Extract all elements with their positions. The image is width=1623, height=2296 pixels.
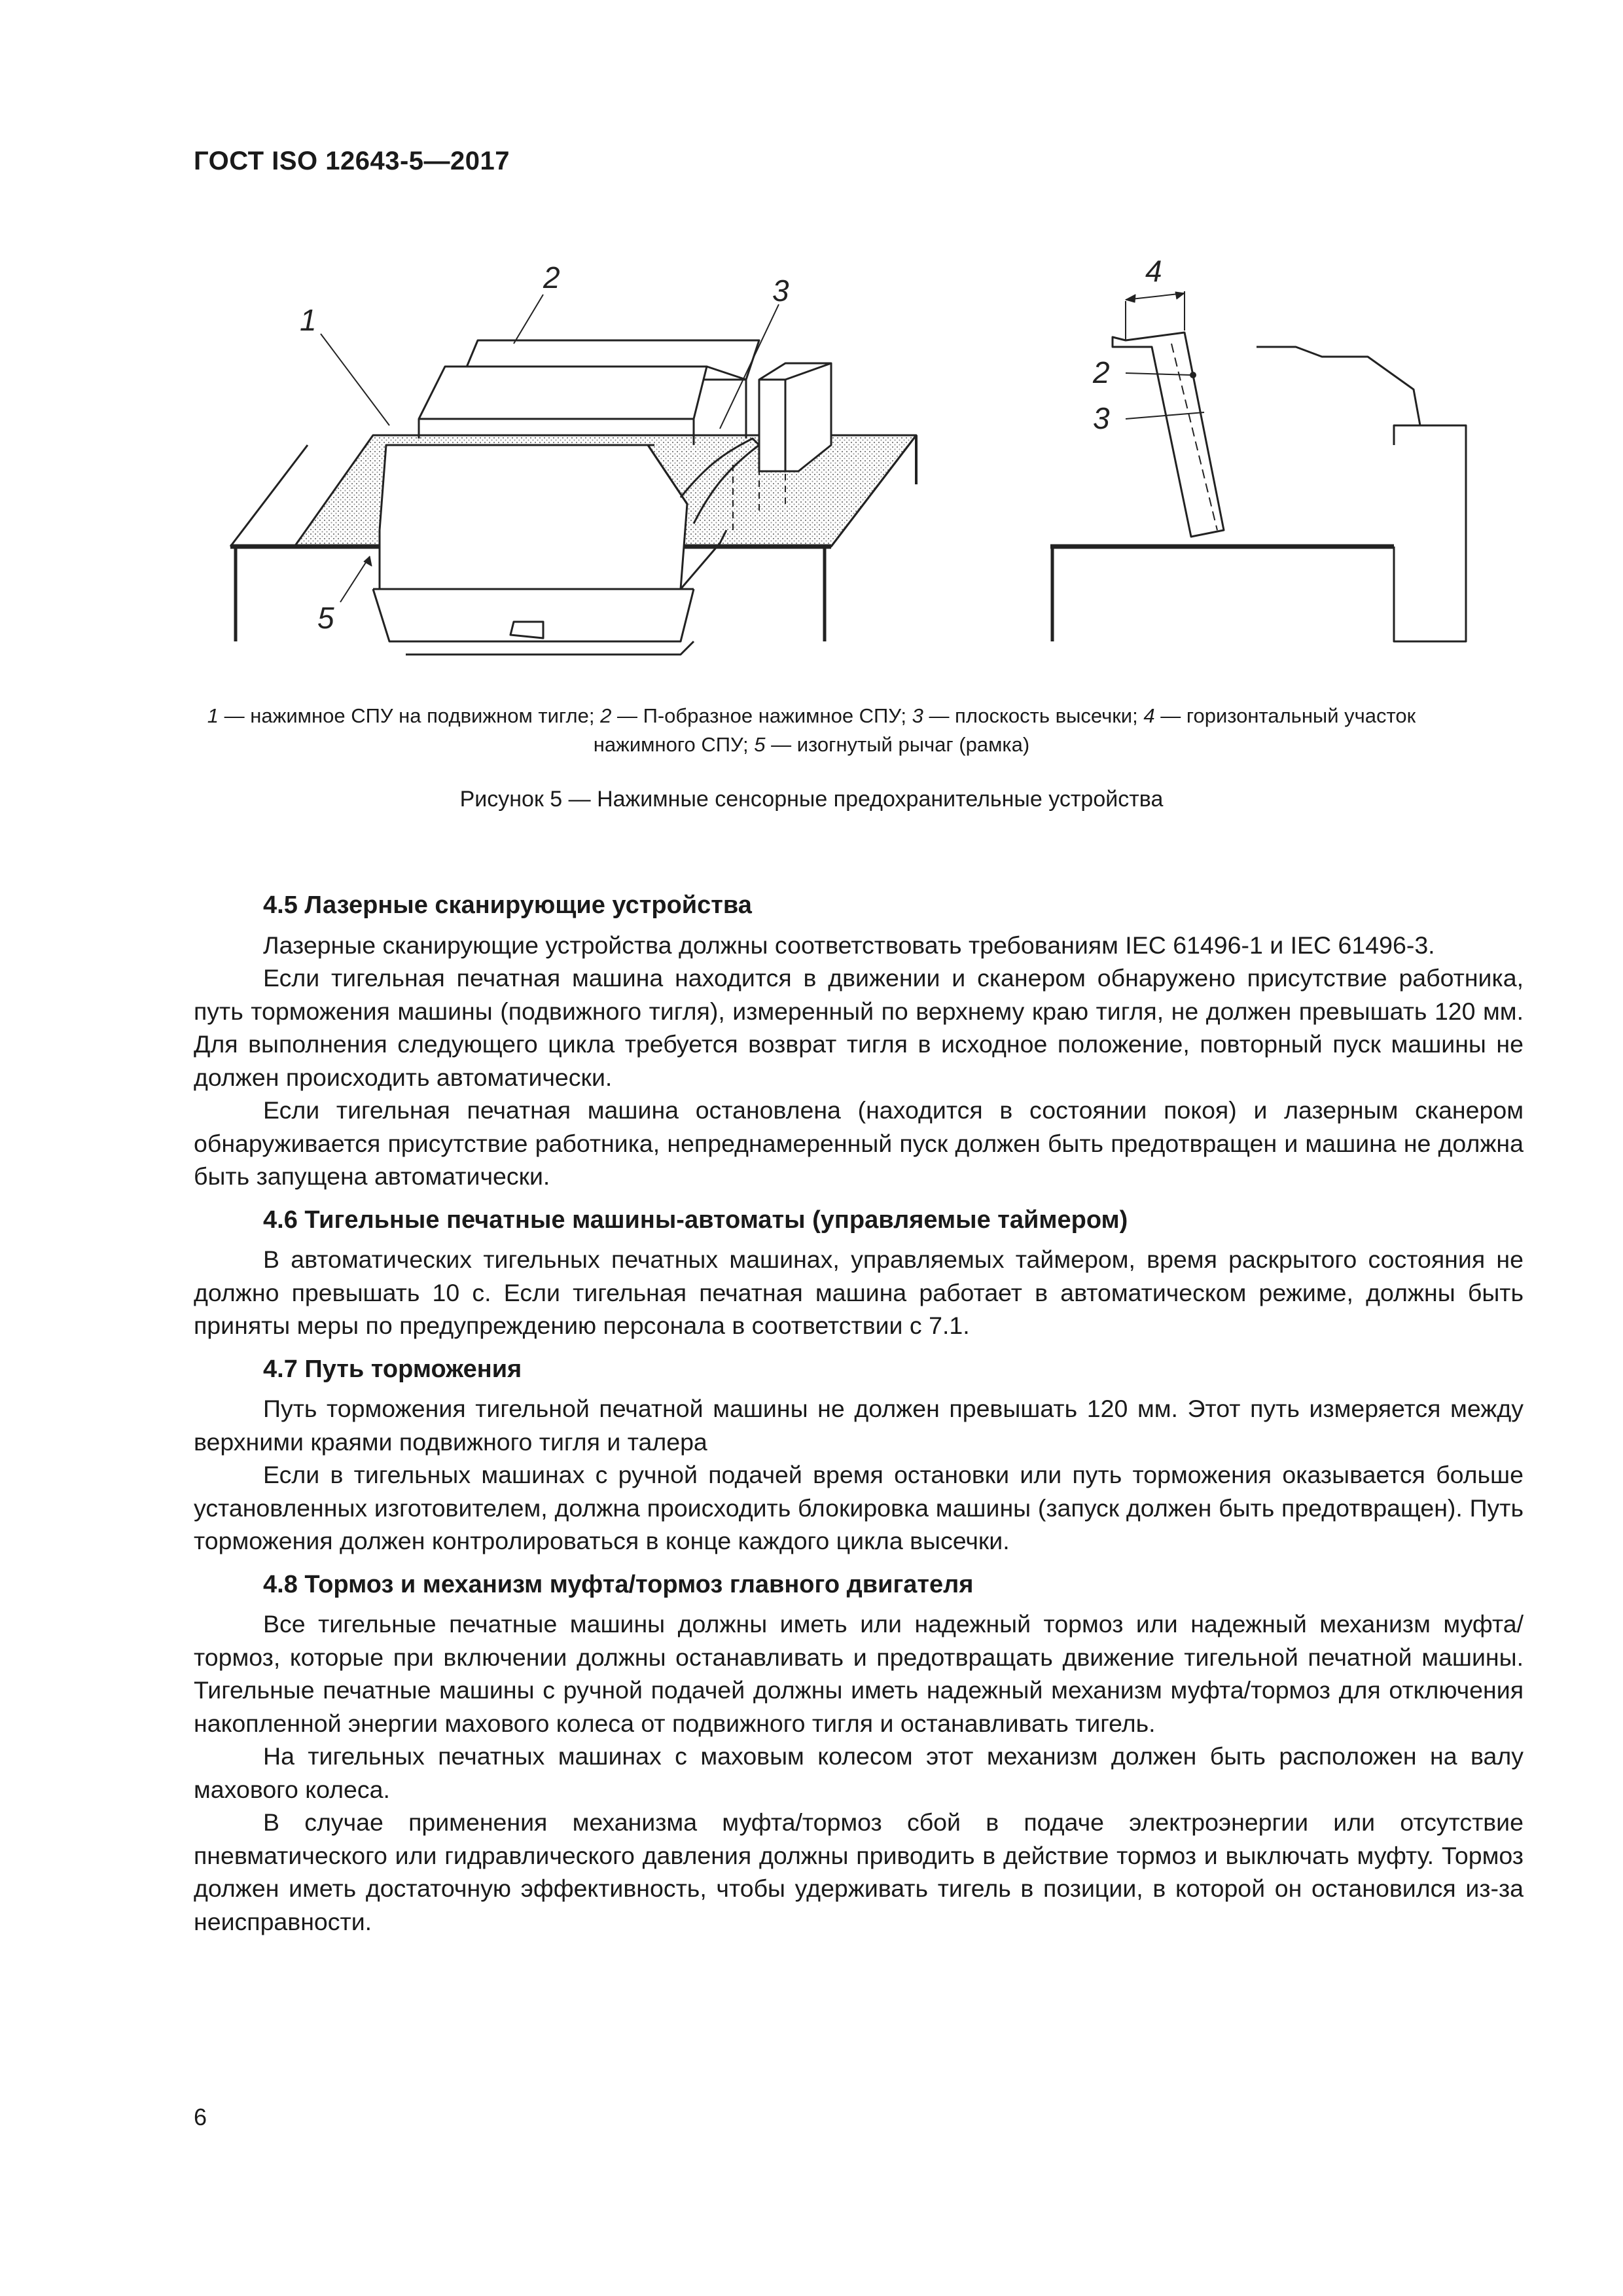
- figure-caption: Рисунок 5 — Нажимные сенсорные предохранительные устройства: [459, 787, 1164, 812]
- figure-legend: [194, 702, 1429, 759]
- paragraph: Лазерные сканирующие устройства должны соответствовать требованиям IEC 61496-1 и IEC 61496-3.: [263, 931, 1435, 959]
- legend-num-2: 2: [600, 704, 612, 727]
- legend-text-4: — горизонтальный участок нажимного СПУ;: [593, 704, 1416, 756]
- section-heading-4-7: 4.7 Путь торможения: [263, 1355, 522, 1383]
- section-heading-4-8: 4.8 Тормоз и механизм муфта/тормоз главного двигателя: [263, 1570, 974, 1598]
- section-heading-4-6: 4.6 Тигельные печатные машины-автоматы (управляемые таймером): [263, 1206, 1128, 1234]
- legend-text-1: — нажимное СПУ на подвижном тигле;: [219, 704, 601, 727]
- technical-drawing: [223, 249, 1479, 681]
- legend-text-3: — плоскость высечки;: [923, 704, 1144, 727]
- paragraph: Путь торможения тигельной печатной машины не должен превышать 120 мм. Этот путь измеряется между верхними краями подвижного тигля и талера: [194, 1395, 1524, 1456]
- legend-text-5: — изогнутый рычаг (рамка): [765, 733, 1030, 756]
- document-body: [194, 889, 1524, 1938]
- legend-num-5: 5: [754, 733, 766, 756]
- callout-3: 3: [772, 274, 789, 308]
- paragraph: Если тигельная печатная машина остановлена (находится в состоянии покоя) и лазерным сканером обнаруживается присутствие работника, непреднамеренный пуск должен быть предотвращен и машина не должна быть запущена автоматически.: [194, 1096, 1524, 1190]
- section-heading-4-5: 4.5 Лазерные сканирующие устройства: [263, 891, 752, 919]
- legend-text-2: — П-образное нажимное СПУ;: [611, 704, 912, 727]
- figure-pressure-sensing-devices: [223, 249, 1479, 681]
- paragraph: На тигельных печатных машинах с маховым колесом этот механизм должен быть расположен на валу махового колеса.: [194, 1742, 1524, 1803]
- paragraph: В автоматических тигельных печатных машинах, управляемых таймером, время раскрытого состояния не должно превышать 10 с. Если тигельная печатная машина работает в автоматическом режиме, должны быть приняты меры по предупреждению персонала в соответствии с 7.1.: [194, 1246, 1524, 1339]
- legend-num-1: 1: [207, 704, 219, 727]
- callout-3-right: 3: [1093, 401, 1110, 435]
- legend-num-3: 3: [912, 704, 923, 727]
- page-number: 6: [194, 2104, 207, 2130]
- callout-4-right: 4: [1145, 254, 1162, 288]
- document-code-header: ГОСТ ISO 12643-5—2017: [194, 147, 510, 175]
- paragraph: Если в тигельных машинах с ручной подачей время остановки или путь торможения оказывается больше установленных изготовителем, должна происходить блокировка машины (запуск должен быть предотвращен). Путь торможения должен контролироваться в конце каждого цикла высечки.: [194, 1461, 1524, 1554]
- paragraph: Все тигельные печатные машины должны иметь или надежный тормоз или надежный механизм муфта/тормоз, которые при включении должны останавливать и предотвращать движение тигельной печатной машины. Тигельные печатные машины с ручной подачей должны иметь надежный механизм муфта/тормоз для отключения накопленной энергии махового колеса от подвижного тигля и останавливать тигель.: [194, 1610, 1524, 1737]
- legend-num-4: 4: [1143, 704, 1155, 727]
- callout-5: 5: [317, 601, 334, 635]
- callout-2: 2: [543, 260, 560, 295]
- callout-2-right: 2: [1093, 355, 1110, 389]
- paragraph: Если тигельная печатная машина находится в движении и сканером обнаружено присутствие работника, путь торможения машины (подвижного тигля), измеренный по верхнему краю тигля, не должен превышать 120 мм. Для выполнения следующего цикла требуется возврат тигля в исходное положение, повторный пуск машины не должен происходить автоматически.: [194, 964, 1524, 1091]
- callout-1: 1: [300, 303, 317, 337]
- paragraph: В случае применения механизма муфта/тормоз сбой в подаче электроэнергии или отсутствие пневматического или гидравлического давления должны приводить в действие тормоз и выключать муфту. Тормоз должен иметь достаточную эффективность, чтобы удерживать тигель в позиции, в которой он остановился из-за неисправности.: [194, 1808, 1524, 1935]
